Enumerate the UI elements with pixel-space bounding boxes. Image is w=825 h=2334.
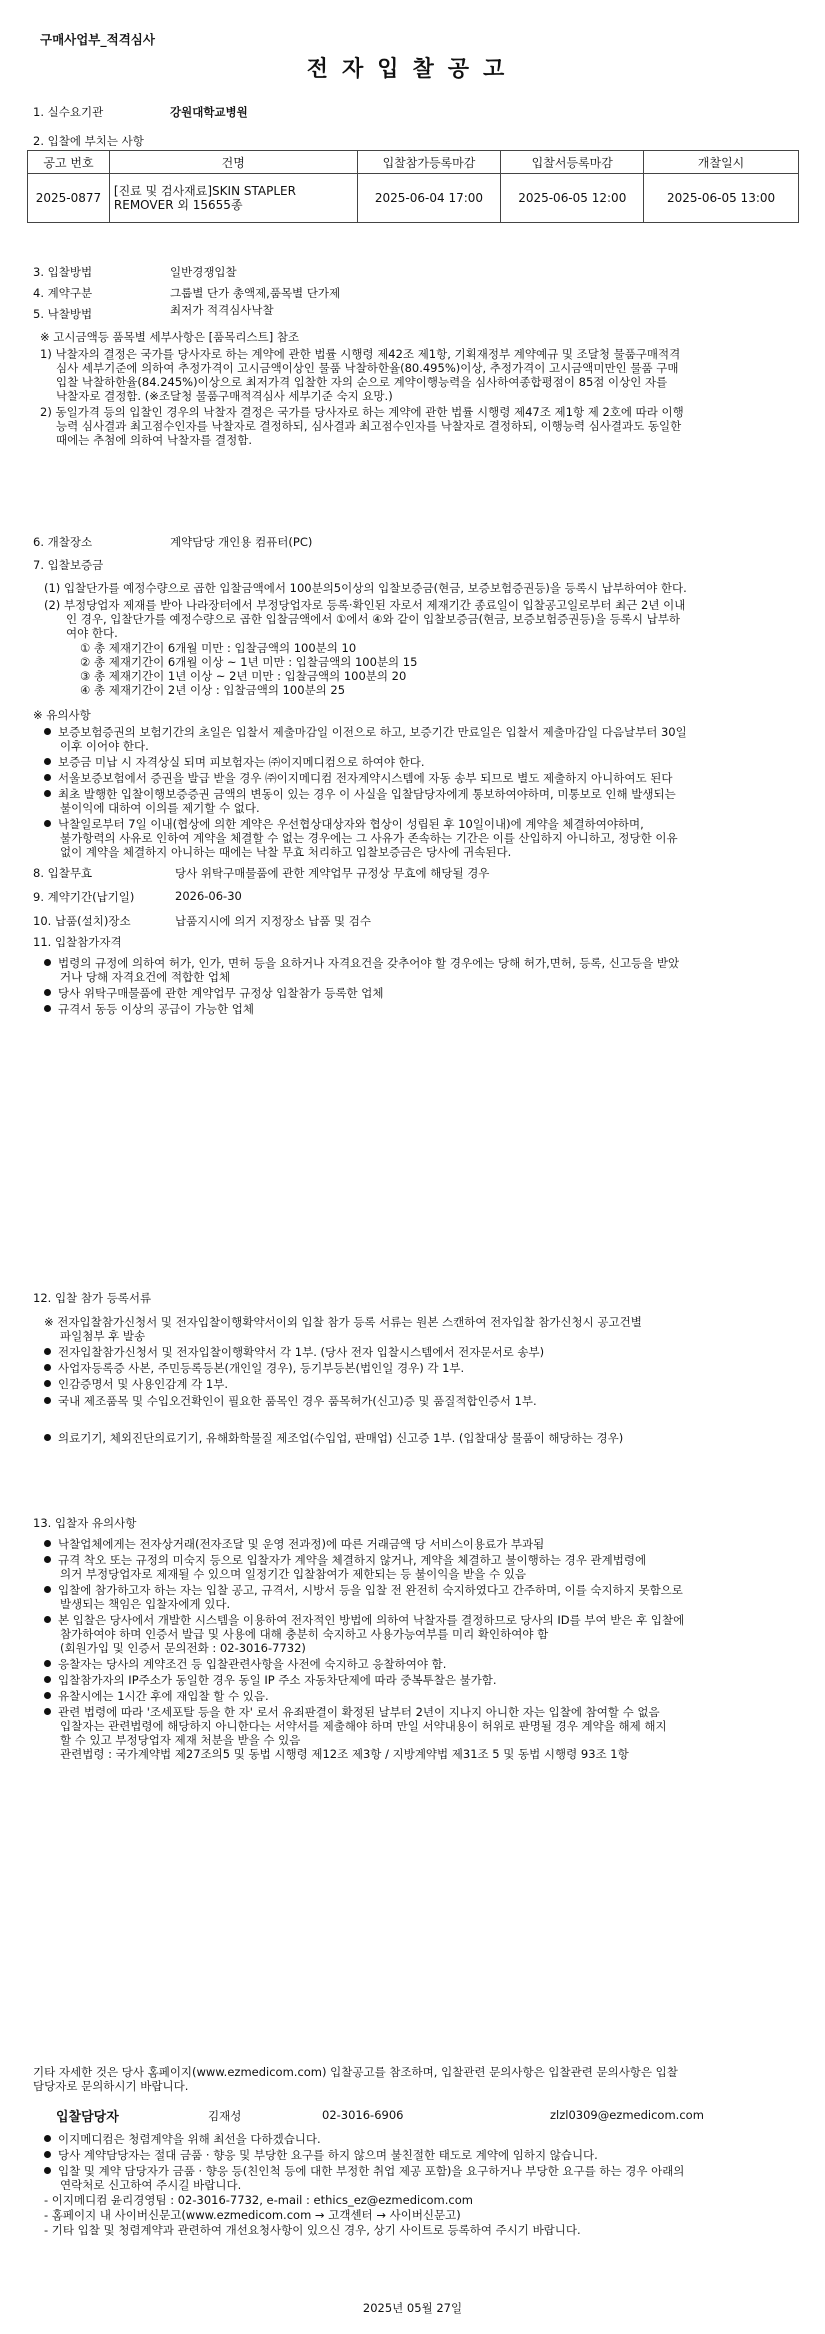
bullet-icon (44, 790, 51, 797)
footer-bullet-2 (44, 2147, 598, 2163)
s11-b1-l2: 거나 당해 자격요건에 적합한 업체 (60, 970, 231, 984)
section-7-label: 7. 입찰보증금 (33, 558, 104, 572)
s13-b6: 입찰참가자의 IP주소가 동일한 경우 동일 IP 주소 자동차단제에 따라 중복투찰은 불가함. (58, 1673, 497, 1687)
bullet-icon (44, 774, 51, 781)
bullet-icon (44, 1540, 51, 1547)
s12-bullet-1 (44, 1344, 544, 1360)
section-1-label: 1. 실수요기관 (33, 105, 104, 119)
notes-head: ※ 유의사항 (33, 708, 91, 722)
s13-b3-l1: 입찰에 참가하고자 하는 자는 입찰 공고, 규격서, 시방서 등을 입찰 전 완전히 숙지하였다고 간주하며, 이를 숙지하지 못함으로 (58, 1583, 683, 1597)
th-notice-no: 공고 번호 (28, 151, 110, 174)
section-1-value: 강원대학교병원 (170, 105, 248, 119)
contact-email: zlzl0309@ezmedicom.com (550, 2108, 704, 2122)
footer-b3-l2: 연락처로 신고하여 주시길 바랍니다. (60, 2178, 242, 2192)
s13-bullet-7 (44, 1688, 269, 1704)
bullet-icon (44, 1616, 51, 1623)
contact-label: 입찰담당자 (56, 2110, 119, 2125)
bullet-icon (44, 1348, 51, 1355)
bullet-icon (44, 2151, 51, 2158)
s12-bullet-4 (44, 1393, 537, 1409)
s13-b3-l2: 발생되는 책임은 입찰자에게 있다. (60, 1597, 231, 1611)
bullet-icon (44, 1005, 51, 1012)
footer-info-l1: 기타 자세한 것은 당사 홈페이지(www.ezmedicom.com) 입찰공고를 참조하며, 입찰관련 문의사항은 입찰관련 문의사항은 입찰 (33, 2065, 678, 2079)
s13-bullet-1 (44, 1536, 544, 1552)
s12-bullet-5 (44, 1430, 623, 1446)
cell-reg-deadline: 2025-06-04 17:00 (357, 174, 501, 223)
s13-b7: 유찰시에는 1시간 후에 재입찰 할 수 있음. (58, 1689, 269, 1703)
s13-b2-l2: 의거 부정당업자로 제재될 수 있으며 일정기간 입찰참여가 제한되는 등 불이익을 받을 수 있음 (60, 1567, 527, 1581)
bullet-icon (44, 758, 51, 765)
s12-b1: 전자입찰참가신청서 및 전자입찰이행확약서 각 1부. (당사 전자 입찰시스템에서 전자문서로 송부) (58, 1345, 545, 1359)
th-reg-deadline: 입찰참가등록마감 (357, 151, 501, 174)
s13-b4-l1: 본 입찰은 당사에서 개발한 시스템을 이용하여 전자적인 방법에 의하여 낙찰자를 결정하므로 당사의 ID를 부여 받은 후 입찰에 (58, 1613, 685, 1627)
s5-note-p2-l1: 2) 동일가격 등의 입찰인 경우의 낙찰자 결정은 국가를 당사자로 하는 계약에 관한 법률 시행령 제47조 제1항 제 2호에 따라 이행 (40, 405, 684, 419)
section-2-label: 2. 입찰에 부치는 사항 (33, 134, 144, 148)
item-name-line-1: [진료 및 검사재료]SKIN STAPLER (113, 184, 296, 198)
footer-info-l2: 담당자로 문의하시기 바랍니다. (33, 2079, 189, 2093)
table-row (28, 174, 799, 223)
s7-p2-l3: 여야 한다. (66, 626, 118, 640)
s12-b3: 인감증명서 및 사용인감계 각 1부. (58, 1377, 229, 1391)
section-8-label: 8. 입찰무효 (33, 866, 93, 880)
s13-b4-l2: 참가하여야 하며 인증서 발급 및 사용에 대해 충분히 숙지하고 사용가능여부를 미리 확인하여야 함 (60, 1627, 549, 1641)
s12-b2: 사업자등록증 사본, 주민등록등본(개인일 경우), 등기부등본(법인일 경우) 각 1부. (58, 1361, 465, 1375)
bullet-icon (44, 1434, 51, 1441)
section-10-label: 10. 납품(설치)장소 (33, 914, 131, 928)
s5-note-p1-l4: 낙찰자로 결정함. (※조달청 물품구매적격심사 세부기준 숙지 요망.) (56, 389, 393, 403)
section-9-label: 9. 계약기간(납기일) (33, 890, 135, 904)
s11-bullet-2 (44, 985, 384, 1001)
s13-b4-l3: (회원가입 및 인증서 문의전화 : 02-3016-7732) (60, 1641, 306, 1655)
notes-b5-l1: 낙찰일로부터 7일 이내(협상에 의한 계약은 우선협상대상자와 협상이 성립된 후 10일이내)에 계약을 체결하여야하며, (58, 817, 644, 831)
bid-items-table (27, 150, 799, 223)
s7-item-2: ② 총 제재기간이 6개월 이상 ~ 1년 미만 : 입찰금액의 100분의 15 (80, 655, 418, 669)
notice-date: 2025년 05월 27일 (362, 2301, 463, 2315)
contact-phone: 02-3016-6906 (322, 2108, 404, 2122)
s13-b2-l1: 규격 착오 또는 규정의 미숙지 등으로 입찰자가 계약을 체결하지 않거나, 계약을 체결하고 불이행하는 경우 관계법령에 (58, 1553, 647, 1567)
section-12-label: 12. 입찰 참가 등록서류 (33, 1291, 152, 1305)
notes-b5-l3: 없이 계약을 체결하지 아니하는 때에는 낙찰 무효 처리하고 입찰보증금은 당사에 귀속된다. (60, 845, 512, 859)
notes-b5-l2: 불가항력의 사유로 인하여 계약을 체결할 수 없는 경우에는 그 사유가 존속하는 기간은 이를 산입하지 아니하고, 정당한 이유 (60, 831, 678, 845)
dept-label: 구매사업부_적격심사 (40, 32, 155, 47)
bullet-icon (44, 1586, 51, 1593)
s5-note-head: ※ 고시금액등 품목별 세부사항은 [품목리스트] 참조 (40, 330, 300, 344)
bullet-icon (44, 1556, 51, 1563)
s12-note-l1: ※ 전자입찰참가신청서 및 전자입찰이행확약서이외 입찰 참가 등록 서류는 원본 스캔하여 전자입찰 참가신청시 공고건별 (44, 1315, 642, 1329)
bullet-icon (44, 1660, 51, 1667)
s13-b8-l3: 할 수 있고 부정당업자 제재 처분을 받을 수 있음 (60, 1733, 301, 1747)
section-3-value: 일반경쟁입찰 (170, 265, 237, 279)
s13-b8-l1: 관련 법령에 따라 '조세포탈 등을 한 자' 로서 유죄판결이 확정된 날부터 2년이 지나지 아니한 자는 입찰에 참여할 수 없음 (58, 1705, 660, 1719)
s13-b8-l2: 입찰자는 관련법령에 해당하지 아니한다는 서약서를 제출해야 하며 만일 서약내용이 허위로 판명될 경우 계약을 해제 해지 (60, 1719, 667, 1733)
section-13-label: 13. 입찰자 유의사항 (33, 1516, 137, 1530)
s7-item-3: ③ 총 제재기간이 1년 이상 ~ 2년 미만 : 입찰금액의 100분의 20 (80, 669, 407, 683)
th-open-time: 개찰일시 (644, 151, 799, 174)
s5-note-p2-l3: 때에는 추첨에 의하여 낙찰자를 결정함. (56, 433, 253, 447)
section-6-label: 6. 개찰장소 (33, 535, 93, 549)
s5-note-p1-l1: 1) 낙찰자의 결정은 국가를 당사자로 하는 계약에 관한 법률 시행령 제42조 제1항, 기획재정부 계약예규 및 조달청 물품구매적격 (40, 347, 681, 361)
s7-item-1: ① 총 제재기간이 6개월 미만 : 입찰금액의 100분의 10 (80, 641, 357, 655)
footer-bullet-1 (44, 2131, 321, 2147)
footer-d1: - 이지메디컴 윤리경영팀 : 02-3016-7732, e-mail : ethics_ez@ezmedicom.com (44, 2193, 473, 2207)
s7-p2-l1: (2) 부정당업자 제재를 받아 나라장터에서 부정당업자로 등록·확인된 자로서 제재기간 종료일이 입찰공고일로부터 최근 2년 이내 (44, 598, 686, 612)
bullet-icon (44, 1380, 51, 1387)
cell-bid-deadline: 2025-06-05 12:00 (501, 174, 644, 223)
s11-b3: 규격서 동등 이상의 공급이 가능한 업체 (58, 1002, 255, 1016)
s12-b4: 국내 제조품목 및 수입오건확인이 필요한 품목인 경우 품목허가(신고)증 및 품질적합인증서 1부. (58, 1394, 537, 1408)
section-4-label: 4. 계약구분 (33, 286, 93, 300)
section-6-value: 계약담당 개인용 컴퓨터(PC) (170, 535, 313, 549)
notes-bullet-3 (44, 770, 672, 786)
s12-bullet-2 (44, 1360, 464, 1376)
s11-bullet-3 (44, 1001, 254, 1017)
s12-note-l2: 파일첨부 후 발송 (60, 1329, 146, 1343)
notes-b4-l1: 최초 발행한 입찰이행보증증권 금액의 변동이 있는 경우 이 사실을 입찰담당자에게 통보하여야하며, 미통보로 인해 발생되는 (58, 787, 676, 801)
notes-b1-l1: 보증보험증권의 보험기간의 초일은 입찰서 제출마감일 이전으로 하고, 보증기간 만료일은 입찰서 제출마감일 다음날부터 30일 (58, 725, 687, 739)
s12-bullet-3 (44, 1376, 228, 1392)
notes-b2: 보증금 미납 시 자격상실 되며 피보험자는 ㈜이지메디컴으로 하여야 한다. (58, 755, 425, 769)
bullet-icon (44, 1364, 51, 1371)
bullet-icon (44, 2167, 51, 2174)
bullet-icon (44, 2135, 51, 2142)
s5-note-p1-l3: 입찰 낙찰하한율(84.245%)이상으로 최저가격 입찰한 자의 순으로 계약이행능력을 심사하여종합평점이 85점 이상인 자를 (56, 375, 668, 389)
s13-b5: 응찰자는 당사의 계약조건 등 입찰관련사항을 사전에 숙지하고 응찰하여야 함. (58, 1657, 447, 1671)
s7-p1: (1) 입찰단가를 예정수량으로 곱한 입찰금액에서 100분의5이상의 입찰보증금(현금, 보증보험증권등)을 등록시 납부하여야 한다. (44, 581, 687, 595)
s5-note-p2-l2: 능력 심사결과 최고점수인자를 낙찰자로 결정하되, 심사결과 최고점수인자를 낙찰자로 결정하되, 이행능력 심사결과도 동일한 (56, 419, 682, 433)
s13-bullet-5 (44, 1656, 446, 1672)
s7-p2-l2: 인 경우, 입찰단가를 예정수량으로 곱한 입찰금액에서 ①에서 ④와 같이 입찰보증금(현금, 보증보험증권등)을 등록시 납부하 (66, 612, 680, 626)
footer-d2: - 홈페이지 내 사이버신문고(www.ezmedicom.com → 고객센터 → 사이버신문고) (44, 2208, 461, 2222)
notes-b1-l2: 이후 이어야 한다. (60, 739, 149, 753)
bullet-icon (44, 1708, 51, 1715)
footer-b3-l1: 입찰 및 계약 담당자가 금품 · 향응 등(친인척 등에 대한 부정한 취업 제공 포함)을 요구하거나 부당한 요구를 하는 경우 아래의 (58, 2164, 685, 2178)
s13-bullet-6 (44, 1672, 497, 1688)
table-header-row (28, 151, 799, 174)
section-3-label: 3. 입찰방법 (33, 265, 93, 279)
section-11-label: 11. 입찰참가자격 (33, 935, 122, 949)
bullet-icon (44, 820, 51, 827)
page-title: 전자입찰공고 (306, 57, 519, 82)
bullet-icon (44, 959, 51, 966)
notes-bullet-2 (44, 754, 425, 770)
s12-b5: 의료기기, 체외진단의료기기, 유해화학물질 제조업(수입업, 판매업) 신고증 1부. (입찰대상 물품이 해당하는 경우) (58, 1431, 624, 1445)
bullet-icon (44, 1676, 51, 1683)
bullet-icon (44, 728, 51, 735)
section-9-value: 2026-06-30 (175, 889, 242, 903)
bullet-icon (44, 1397, 51, 1404)
s7-item-4: ④ 총 제재기간이 2년 이상 : 입찰금액의 100분의 25 (80, 683, 346, 697)
th-bid-deadline: 입찰서등록마감 (501, 151, 644, 174)
bullet-icon (44, 1692, 51, 1699)
s5-note-p1-l2: 심사 세부기준에 의하여 추정가격이 고시금액이상인 물품 낙찰하한율(80.495%)이상, 추정가격이 고시금액미만인 물품 구매 (56, 361, 679, 375)
section-8-value: 당사 위탁구매물품에 관한 계약업무 규정상 무효에 해당될 경우 (175, 866, 490, 880)
cell-item-name (109, 174, 357, 223)
footer-b1: 이지메디컴은 청렴계약을 위해 최선을 다하겠습니다. (58, 2132, 321, 2146)
cell-notice-no: 2025-0877 (28, 174, 110, 223)
section-5-label: 5. 낙찰방법 (33, 307, 93, 321)
th-item-name: 건명 (109, 151, 357, 174)
item-name-line-2: REMOVER 외 15655종 (113, 198, 243, 212)
bullet-icon (44, 989, 51, 996)
section-4-value: 그룹별 단가 총액제,품목별 단가제 (170, 286, 341, 300)
s11-b2: 당사 위탁구매물품에 관한 계약업무 규정상 입찰참가 등록한 업체 (58, 986, 384, 1000)
s13-b1: 낙찰업체에게는 전자상거래(전자조달 및 운영 전과정)에 따른 거래금액 당 서비스이용료가 부과됨 (58, 1537, 545, 1551)
notes-b4-l2: 불이익에 대하여 이의를 제기할 수 없다. (60, 801, 260, 815)
section-5-value: 최저가 적격심사낙찰 (170, 303, 274, 317)
s11-b1-l1: 법령의 규정에 의하여 허가, 인가, 면허 등을 요하거나 자격요건을 갖추어야 할 경우에는 당해 허가,면허, 등록, 신고등을 받았 (58, 956, 680, 970)
notes-b3: 서울보증보험에서 증권을 발급 받을 경우 ㈜이지메디컴 전자계약시스템에 자동 송부 되므로 별도 제출하지 아니하여도 된다 (58, 771, 673, 785)
footer-d3: - 기타 입찰 및 청렴계약과 관련하여 개선요청사항이 있으신 경우, 상기 사이트로 등록하여 주시기 바랍니다. (44, 2223, 581, 2237)
s13-b8-l4: 관련법령 : 국가계약법 제27조의5 및 동법 시행령 제12조 제3항 / 지방계약법 제31조 5 및 동법 시행령 93조 1항 (60, 1747, 629, 1761)
section-10-value: 납품지시에 의거 지정장소 납품 및 검수 (175, 914, 372, 928)
contact-name: 김재성 (208, 2109, 242, 2123)
footer-b2: 당사 계약담당자는 절대 금품 · 향응 및 부당한 요구를 하지 않으며 불친절한 태도로 계약에 임하지 않습니다. (58, 2148, 598, 2162)
cell-open-time: 2025-06-05 13:00 (644, 174, 799, 223)
